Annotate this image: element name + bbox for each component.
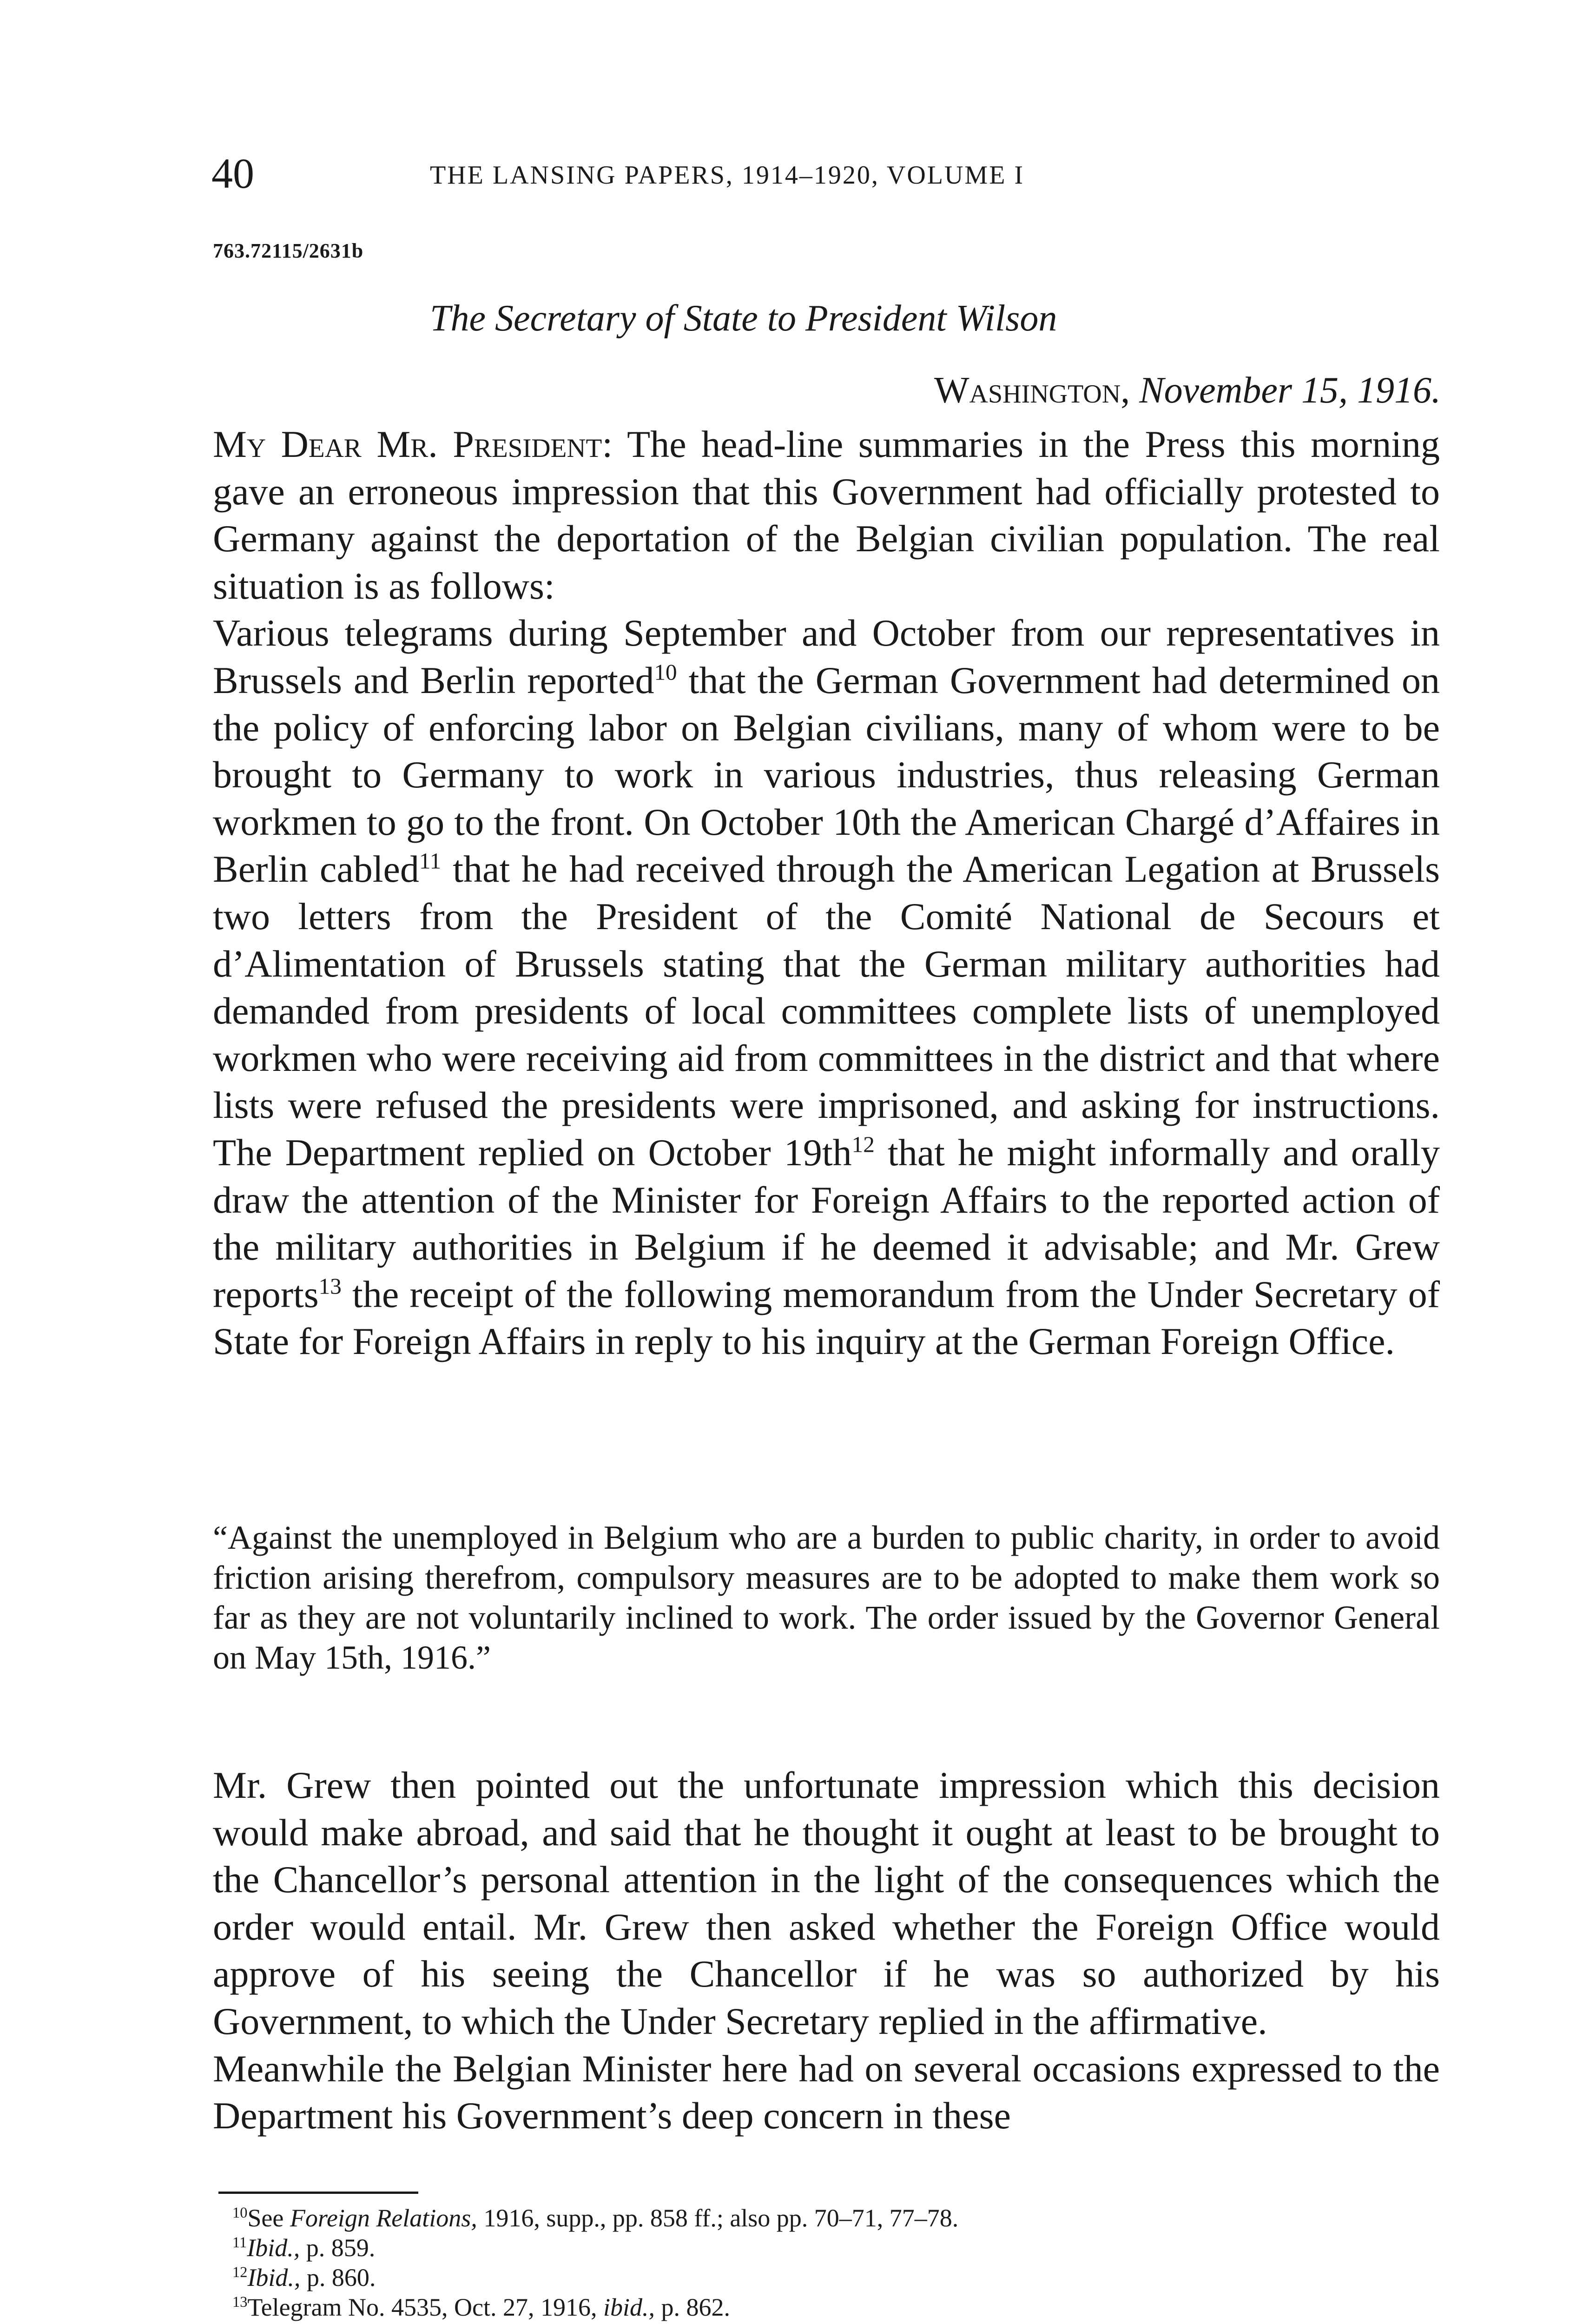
document-title: The Secretary of State to President Wilson bbox=[430, 298, 1057, 339]
paragraph-2-part-a: Various telegrams during September and October from our representatives in Brussels and Berlin reported bbox=[213, 612, 1440, 701]
footnote-13-number: 13 bbox=[232, 2294, 248, 2311]
paragraph-3: Mr. Grew then pointed out the unfortunate impression which this decision would make abroad, and said that he thought it ought at least to be brought to the Chancellor’s personal attention in the light of the consequences which the order would entail. Mr. Grew then asked whether the Foreign Office would approve of his seeing the Chancellor if he was so authorized by his Government, to which the Under Secretary replied in the affirmative. bbox=[213, 1764, 1440, 2042]
footnote-ref-12: 12 bbox=[851, 1131, 875, 1157]
letter-body-continued bbox=[213, 1762, 1440, 2139]
letter-body bbox=[213, 421, 1440, 1365]
footnote-10 bbox=[232, 2203, 1441, 2233]
footnote-ref-13: 13 bbox=[318, 1273, 342, 1299]
footnote-11-number: 11 bbox=[232, 2234, 247, 2251]
quote-text: “Against the unemployed in Belgium who are a burden to public charity, in order to avoid friction arising therefrom, compulsory measures are to be adopted to make them work so far as they are not voluntarily inclined to work. The order issued by the Governor General on May 15th, 1916.” bbox=[213, 1519, 1440, 1676]
footnote-11-ibid: Ibid., bbox=[247, 2234, 300, 2262]
dateline-date: November 15, 1916. bbox=[1139, 370, 1441, 411]
footnote-13-rest: p. 862. bbox=[661, 2293, 730, 2321]
footnote-12-number: 12 bbox=[232, 2264, 248, 2281]
footnote-12-rest: p. 860. bbox=[306, 2264, 376, 2291]
dateline bbox=[0, 365, 1441, 416]
footnote-11-rest: p. 859. bbox=[306, 2234, 376, 2262]
paragraph-1 bbox=[213, 421, 1440, 609]
footnote-ref-11: 11 bbox=[419, 848, 442, 874]
dateline-place: Washington, bbox=[934, 370, 1130, 411]
footnote-10-title: Foreign Relations, bbox=[290, 2204, 477, 2232]
paragraph-2-part-e: the receipt of the following memorandum from the Under Secretary of State for Foreign Affairs in reply to his inquiry at the German Foreign Office. bbox=[213, 1273, 1440, 1363]
footnote-10-rest: 1916, supp., pp. 858 ff.; also pp. 70–71, 77–78. bbox=[483, 2204, 959, 2232]
paragraph-2-part-d: that he might informally and orally draw the attention of the Minister for Foreign Affairs to the reported action of the military authorities in Belgium if he deemed it advisable; and Mr. Grew reports bbox=[213, 1131, 1440, 1315]
block-quote bbox=[213, 1518, 1440, 1677]
page-number: 40 bbox=[211, 150, 254, 197]
running-title: THE LANSING PAPERS, 1914–1920, VOLUME I bbox=[430, 161, 1025, 190]
file-number: 763.72115/2631b bbox=[213, 239, 364, 262]
footnote-ref-10: 10 bbox=[654, 659, 677, 685]
paragraph-4: Meanwhile the Belgian Minister here had on several occasions expressed to the Department his Government’s deep concern in these bbox=[213, 2047, 1440, 2137]
footnote-12 bbox=[232, 2263, 1441, 2292]
footnote-13-prefix: Telegram No. 4535, Oct. 27, 1916, bbox=[247, 2293, 597, 2321]
footnote-10-prefix: See bbox=[247, 2204, 284, 2232]
running-head bbox=[211, 148, 1466, 204]
footnote-13 bbox=[232, 2292, 1441, 2322]
paragraph-1-text: The head-line summaries in the Press this morning gave an erroneous impression that this Government had officially protested to Germany against the deportation of the Belgian civilian population. The real situation is as follows: bbox=[213, 423, 1440, 607]
footnote-11 bbox=[232, 2233, 1441, 2263]
footnote-divider bbox=[218, 2192, 418, 2194]
paragraph-2-part-b: that the German Government had determined on the policy of enforcing labor on Belgian civilians, many of whom were to be brought to Germany to work in various industries, thus releasing German workmen to go to the front. On October 10th the American Chargé d’Affaires in Berlin cabled bbox=[213, 659, 1440, 891]
footnote-13-ibid: ibid., bbox=[603, 2293, 655, 2321]
footnote-10-number: 10 bbox=[232, 2205, 248, 2221]
paragraph-2 bbox=[213, 609, 1440, 1365]
salutation: My Dear Mr. President: bbox=[213, 423, 613, 465]
footnote-12-ibid: Ibid., bbox=[247, 2264, 301, 2291]
footnotes bbox=[232, 2203, 1441, 2322]
paragraph-2-part-c: that he had received through the American Legation at Brussels two letters from the President of the Comité National de Secours et d’Alimentation of Brussels stating that the German military authorities had demanded from presidents of local committees complete lists of unemployed workmen who were receiving aid from committees in the district and that where lists were refused the presidents were imprisoned, and asking for instructions. The Department replied on October 19th bbox=[213, 848, 1440, 1174]
